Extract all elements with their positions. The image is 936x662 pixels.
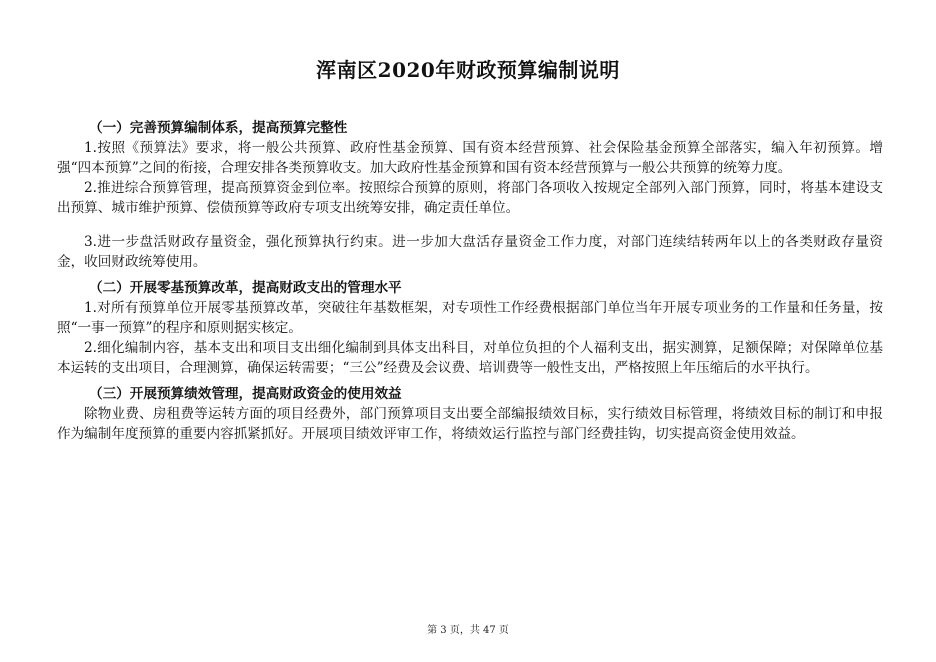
paragraph-spacer xyxy=(57,218,883,232)
section-heading: （二）开展零基预算改革，提高财政支出的管理水平 xyxy=(89,280,402,296)
document-body xyxy=(57,118,883,444)
section-heading: （一）完善预算编制体系，提高预算完整性 xyxy=(89,120,348,136)
page-number-footer: 第 3 页，共 47 页 xyxy=(427,625,509,636)
document-title: 浑南区2020年财政预算编制说明 xyxy=(316,58,620,82)
paragraph: 3.进一步盘活财政存量资金，强化预算执行约束。进一步加大盘活存量资金工作力度，对部门连续结转两年以上的各类财政存量资金，收回财政统筹使用。 xyxy=(57,234,883,270)
paragraph: 2.细化编制内容，基本支出和项目支出细化编制到具体支出科目，对单位负担的个人福利支出，据实测算，足额保障；对保障单位基本运转的支出项目，合理测算，确保运转需要；“三公”经费及会议费、培训费等一般性支出，严格按照上年压缩后的水平执行。 xyxy=(57,340,883,376)
paragraph: 1.按照《预算法》要求，将一般公共预算、政府性基金预算、国有资本经营预算、社会保险基金预算全部落实，编入年初预算。增强“四本预算”之间的衔接，合理安排各类预算收支。加大政府性基金预算和国有资本经营预算与一般公共预算的统筹力度。 xyxy=(57,140,883,176)
section-heading: （三）开展预算绩效管理，提高财政资金的使用效益 xyxy=(89,386,402,402)
paragraph: 除物业费、房租费等运转方面的项目经费外，部门预算项目支出要全部编报绩效目标，实行绩效目标管理，将绩效目标的制订和申报作为编制年度预算的重要内容抓紧抓好。开展项目绩效评审工作，将绩效运行监控与部门经费挂钩，切实提高资金使用效益。 xyxy=(57,406,883,442)
paragraph: 2.推进综合预算管理，提高预算资金到位率。按照综合预算的原则，将部门各项收入按规定全部列入部门预算，同时，将基本建设支出预算、城市维护预算、偿债预算等政府专项支出统筹安排，确定责任单位。 xyxy=(57,180,883,216)
paragraph: 1.对所有预算单位开展零基预算改革，突破往年基数框架，对专项性工作经费根据部门单位当年开展专项业务的工作量和任务量，按照“一事一预算”的程序和原则据实核定。 xyxy=(57,300,883,336)
